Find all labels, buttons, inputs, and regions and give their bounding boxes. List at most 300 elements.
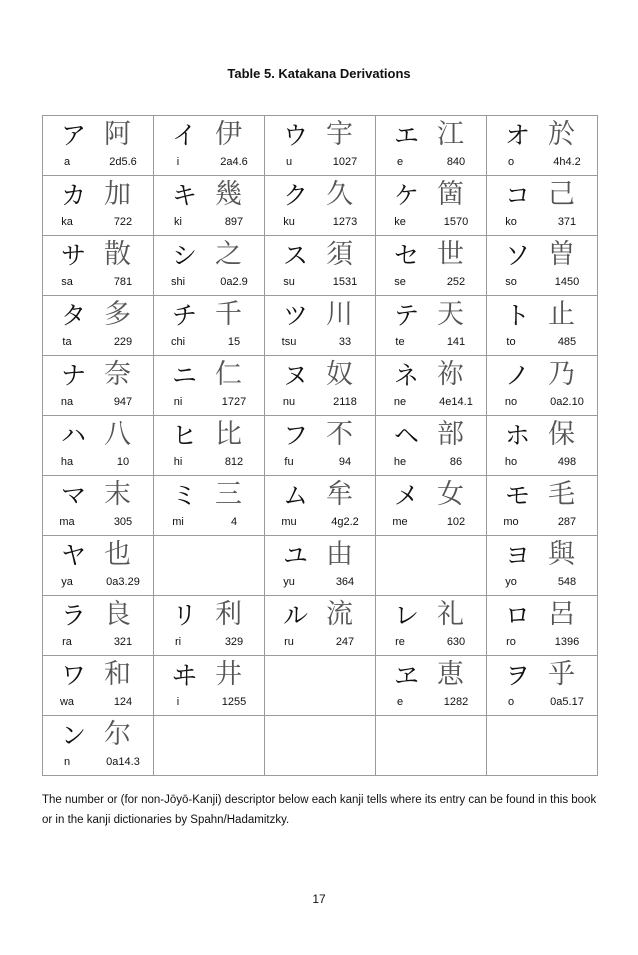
katakana-character: キ [172, 181, 198, 210]
table-cell [487, 656, 598, 716]
source-kanji: 須 [326, 239, 353, 270]
source-kanji: 流 [326, 599, 353, 630]
table-cell [376, 176, 487, 236]
romaji-label: shi [170, 276, 186, 288]
empty-cell [487, 716, 598, 776]
source-kanji: 加 [104, 179, 131, 210]
table-cell [487, 116, 598, 176]
table-cell [154, 416, 265, 476]
kanji-reference: 1727 [221, 396, 247, 408]
kana-entry [376, 176, 486, 235]
kanji-reference: 287 [557, 516, 577, 528]
romaji-label: ne [393, 396, 407, 408]
katakana-character: ノ [505, 361, 531, 390]
kana-entry [265, 596, 375, 655]
source-kanji: 不 [326, 419, 353, 450]
romaji-label: ra [62, 636, 72, 648]
kanji-reference: 781 [113, 276, 133, 288]
table-row [43, 656, 598, 716]
romaji-label: ri [174, 636, 182, 648]
kanji-reference: 0a2.10 [550, 396, 584, 408]
table-cell [43, 416, 154, 476]
table-cell [376, 116, 487, 176]
table-cell [265, 356, 376, 416]
table-cell [265, 236, 376, 296]
source-kanji: 幾 [215, 179, 242, 210]
katakana-character: サ [61, 241, 87, 270]
kanji-reference: 630 [446, 636, 466, 648]
romaji-label: sa [61, 276, 73, 288]
source-kanji: 世 [437, 239, 464, 270]
kana-entry [154, 296, 264, 355]
katakana-derivations-table [42, 115, 598, 776]
source-kanji: 牟 [326, 479, 353, 510]
romaji-label: se [394, 276, 406, 288]
kana-entry [154, 476, 264, 535]
kana-entry [265, 416, 375, 475]
kana-entry [43, 716, 153, 775]
empty-cell [154, 536, 265, 596]
table-cell [43, 596, 154, 656]
kana-entry [43, 176, 153, 235]
table-cell [43, 356, 154, 416]
source-kanji: 尔 [104, 719, 131, 750]
kana-entry [265, 536, 375, 595]
romaji-label: ku [283, 216, 295, 228]
table-cell [154, 656, 265, 716]
table-row [43, 236, 598, 296]
kanji-reference: 15 [227, 336, 241, 348]
kanji-reference: 1450 [554, 276, 580, 288]
romaji-label: mu [281, 516, 297, 528]
katakana-character: ヰ [172, 661, 198, 690]
kana-entry [487, 116, 597, 175]
romaji-label: te [395, 336, 405, 348]
source-kanji: 於 [548, 119, 575, 150]
table-cell [43, 536, 154, 596]
kana-entry [154, 596, 264, 655]
kanji-reference: 485 [557, 336, 577, 348]
katakana-character: オ [505, 121, 531, 150]
kana-entry [154, 176, 264, 235]
katakana-character: セ [394, 241, 420, 270]
kana-entry [265, 116, 375, 175]
table-cell [43, 476, 154, 536]
source-kanji: 宇 [326, 119, 353, 150]
kana-entry [43, 356, 153, 415]
table-cell [43, 716, 154, 776]
katakana-character: エ [394, 121, 420, 150]
romaji-label: hi [173, 456, 183, 468]
kanji-reference: 229 [113, 336, 133, 348]
katakana-character: ワ [61, 661, 87, 690]
katakana-character: タ [61, 301, 87, 330]
kana-entry [376, 356, 486, 415]
katakana-character: メ [394, 481, 420, 510]
source-kanji: 奈 [104, 359, 131, 390]
source-kanji: 利 [215, 599, 242, 630]
source-kanji: 部 [437, 419, 464, 450]
table-cell [487, 176, 598, 236]
kanji-reference: 1282 [443, 696, 469, 708]
table-cell [154, 176, 265, 236]
romaji-label: to [506, 336, 516, 348]
kanji-reference: 0a2.9 [220, 276, 248, 288]
table-cell [43, 116, 154, 176]
romaji-label: ma [59, 516, 75, 528]
table-title: Table 5. Katakana Derivations [227, 66, 411, 81]
source-kanji: 仁 [215, 359, 242, 390]
source-kanji: 女 [437, 479, 464, 510]
table-cell [43, 296, 154, 356]
kana-entry [154, 236, 264, 295]
romaji-label: o [507, 696, 515, 708]
kanji-reference: 947 [113, 396, 133, 408]
romaji-label: na [60, 396, 74, 408]
kana-entry [376, 656, 486, 715]
romaji-label: e [396, 156, 404, 168]
kana-entry [487, 536, 597, 595]
table-row [43, 536, 598, 596]
kana-entry [487, 476, 597, 535]
table-cell [376, 356, 487, 416]
kanji-reference: 102 [446, 516, 466, 528]
source-kanji: 天 [437, 299, 464, 330]
source-kanji: 久 [326, 179, 353, 210]
table-row [43, 116, 598, 176]
kana-entry [376, 236, 486, 295]
romaji-label: ho [504, 456, 518, 468]
kanji-reference: 124 [113, 696, 133, 708]
kanji-reference: 141 [446, 336, 466, 348]
kana-entry [265, 476, 375, 535]
source-kanji: 三 [215, 479, 242, 510]
romaji-label: ya [61, 576, 73, 588]
source-kanji: 乃 [548, 359, 575, 390]
katakana-character: シ [172, 241, 198, 270]
kanji-reference: 2d5.6 [109, 156, 137, 168]
katakana-character: ヨ [505, 541, 531, 570]
kanji-reference: 4e14.1 [439, 396, 473, 408]
romaji-label: ru [284, 636, 294, 648]
kana-entry [154, 416, 264, 475]
romaji-label: nu [282, 396, 296, 408]
table-row [43, 416, 598, 476]
kana-entry [376, 416, 486, 475]
romaji-label: he [393, 456, 407, 468]
source-kanji: 礼 [437, 599, 464, 630]
romaji-label: i [176, 156, 180, 168]
kana-entry [487, 236, 597, 295]
source-kanji: 箇 [437, 179, 464, 210]
source-kanji: 由 [326, 539, 353, 570]
table-cell [376, 236, 487, 296]
romaji-label: chi [170, 336, 186, 348]
kanji-reference: 2118 [333, 396, 357, 408]
katakana-character: ツ [283, 301, 309, 330]
katakana-character: ケ [394, 181, 420, 210]
romaji-label: ni [173, 396, 183, 408]
kanji-reference: 86 [449, 456, 463, 468]
romaji-label: yu [283, 576, 295, 588]
table-cell [487, 476, 598, 536]
kanji-reference: 548 [557, 576, 577, 588]
kana-entry [487, 416, 597, 475]
kana-entry [43, 536, 153, 595]
katakana-character: ヒ [172, 421, 198, 450]
kana-entry [43, 416, 153, 475]
kana-entry [376, 596, 486, 655]
kanji-reference: 0a5.17 [550, 696, 584, 708]
source-kanji: 毛 [548, 479, 575, 510]
footnote: The number or (for non-Jōyō-Kanji) descriptor below each kanji tells where its entry can be found in this book or in the kanji dictionaries by Spahn/Hadamitzky. [42, 794, 597, 826]
katakana-character: イ [172, 121, 198, 150]
table-cell [154, 236, 265, 296]
katakana-character: ラ [61, 601, 87, 630]
table-cell [265, 596, 376, 656]
katakana-character: マ [61, 481, 87, 510]
katakana-character: ト [505, 301, 531, 330]
kanji-reference: 247 [335, 636, 355, 648]
katakana-character: リ [172, 601, 198, 630]
source-kanji: 乎 [548, 659, 575, 690]
romaji-label: fu [284, 456, 294, 468]
romaji-label: su [283, 276, 295, 288]
kanji-reference: 4h4.2 [553, 156, 581, 168]
table-cell [487, 536, 598, 596]
kana-entry [43, 476, 153, 535]
kana-entry [265, 236, 375, 295]
kanji-reference: 498 [557, 456, 577, 468]
romaji-label: i [176, 696, 180, 708]
kana-entry [154, 356, 264, 415]
table-row [43, 596, 598, 656]
romaji-label: o [507, 156, 515, 168]
table-cell [376, 416, 487, 476]
kanji-reference: 10 [116, 456, 130, 468]
source-kanji: 也 [104, 539, 131, 570]
kanji-reference: 33 [338, 336, 352, 348]
kanji-reference: 1027 [332, 156, 358, 168]
kanji-reference: 364 [335, 576, 355, 588]
katakana-character: カ [61, 181, 87, 210]
source-kanji: 江 [437, 119, 464, 150]
kana-entry [43, 236, 153, 295]
katakana-character: ハ [61, 421, 87, 450]
page-number: 17 [312, 892, 326, 906]
empty-cell [376, 716, 487, 776]
source-kanji: 末 [104, 479, 131, 510]
source-kanji: 呂 [548, 599, 575, 630]
table-cell [376, 476, 487, 536]
kanji-reference: 321 [113, 636, 133, 648]
kana-entry [487, 596, 597, 655]
source-kanji: 保 [548, 419, 575, 450]
romaji-label: no [504, 396, 518, 408]
table-row [43, 356, 598, 416]
romaji-label: wa [59, 696, 75, 708]
table-cell [487, 236, 598, 296]
romaji-label: a [63, 156, 71, 168]
katakana-character: ル [283, 601, 309, 630]
table-cell [154, 476, 265, 536]
romaji-label: ro [506, 636, 516, 648]
katakana-character: モ [505, 481, 531, 510]
romaji-label: so [505, 276, 517, 288]
kana-entry [487, 296, 597, 355]
kanji-reference: 371 [557, 216, 577, 228]
katakana-character: ク [283, 181, 309, 210]
kanji-reference: 4 [230, 516, 238, 528]
romaji-label: ke [394, 216, 406, 228]
table-cell [487, 356, 598, 416]
romaji-label: mo [503, 516, 519, 528]
katakana-character: チ [172, 301, 198, 330]
table-cell [487, 296, 598, 356]
source-kanji: 千 [215, 299, 242, 330]
katakana-character: ヘ [394, 421, 420, 450]
kanji-reference: 840 [446, 156, 466, 168]
kanji-reference: 2a4.6 [220, 156, 248, 168]
katakana-character: ロ [505, 601, 531, 630]
kana-entry [376, 296, 486, 355]
table-row [43, 476, 598, 536]
source-kanji: 與 [548, 539, 575, 570]
romaji-label: ko [505, 216, 517, 228]
source-kanji: 川 [326, 299, 353, 330]
katakana-character: テ [394, 301, 420, 330]
kanji-reference: 0a3.29 [106, 576, 140, 588]
kanji-reference: 329 [224, 636, 244, 648]
katakana-character: ン [61, 721, 87, 750]
table-cell [265, 116, 376, 176]
source-kanji: 曽 [548, 239, 575, 270]
kanji-reference: 0a14.3 [106, 756, 140, 768]
source-kanji: 祢 [437, 359, 464, 390]
kanji-reference: 4g2.2 [331, 516, 359, 528]
katakana-character: ニ [172, 361, 198, 390]
kana-entry [487, 656, 597, 715]
katakana-character: ユ [283, 541, 309, 570]
katakana-character: ス [283, 241, 309, 270]
kana-entry [487, 356, 597, 415]
kana-entry [154, 656, 264, 715]
source-kanji: 之 [215, 239, 242, 270]
table-cell [487, 596, 598, 656]
empty-cell [154, 716, 265, 776]
source-kanji: 比 [215, 419, 242, 450]
romaji-label: ka [61, 216, 73, 228]
kanji-reference: 1396 [554, 636, 580, 648]
katakana-character: フ [283, 421, 309, 450]
table-row [43, 176, 598, 236]
source-kanji: 伊 [215, 119, 242, 150]
romaji-label: ki [174, 216, 182, 228]
kana-entry [43, 116, 153, 175]
table-cell [265, 416, 376, 476]
kana-entry [487, 176, 597, 235]
kana-entry [43, 596, 153, 655]
katakana-character: ア [61, 121, 87, 150]
katakana-character: ム [283, 481, 309, 510]
katakana-character: ウ [283, 121, 309, 150]
table-cell [43, 176, 154, 236]
source-kanji: 奴 [326, 359, 353, 390]
table-cell [154, 296, 265, 356]
table-cell [376, 296, 487, 356]
source-kanji: 己 [548, 179, 575, 210]
kana-entry [43, 656, 153, 715]
kanji-reference: 812 [224, 456, 244, 468]
kanji-reference: 252 [446, 276, 466, 288]
empty-cell [376, 536, 487, 596]
katakana-character: ヤ [61, 541, 87, 570]
katakana-character: ネ [394, 361, 420, 390]
kana-entry [376, 476, 486, 535]
katakana-character: コ [505, 181, 531, 210]
kana-entry [154, 116, 264, 175]
katakana-character: ナ [61, 361, 87, 390]
katakana-character: ヲ [505, 661, 531, 690]
table-cell [376, 656, 487, 716]
source-kanji: 和 [104, 659, 131, 690]
romaji-label: tsu [281, 336, 297, 348]
source-kanji: 恵 [437, 659, 464, 690]
source-kanji: 阿 [104, 119, 131, 150]
kana-entry [265, 356, 375, 415]
table-cell [265, 536, 376, 596]
kanji-reference: 722 [113, 216, 133, 228]
table-cell [487, 416, 598, 476]
table-cell [376, 596, 487, 656]
kanji-reference: 1531 [332, 276, 358, 288]
table-cell [265, 176, 376, 236]
romaji-label: ta [62, 336, 72, 348]
romaji-label: u [285, 156, 293, 168]
romaji-label: mi [172, 516, 184, 528]
table-cell [43, 236, 154, 296]
table-cell [154, 596, 265, 656]
romaji-label: re [395, 636, 405, 648]
table-row [43, 296, 598, 356]
katakana-character: ヱ [394, 661, 420, 690]
katakana-character: レ [394, 601, 420, 630]
empty-cell [265, 716, 376, 776]
source-kanji: 八 [104, 419, 131, 450]
kanji-reference: 1570 [443, 216, 469, 228]
kanji-reference: 897 [224, 216, 244, 228]
source-kanji: 散 [104, 239, 131, 270]
table-cell [265, 296, 376, 356]
romaji-label: ha [60, 456, 74, 468]
romaji-label: n [63, 756, 71, 768]
kana-entry [376, 116, 486, 175]
kana-entry [265, 176, 375, 235]
table-cell [154, 356, 265, 416]
source-kanji: 井 [215, 659, 242, 690]
katakana-character: ヌ [283, 361, 309, 390]
kanji-reference: 94 [338, 456, 352, 468]
table-cell [154, 116, 265, 176]
katakana-character: ミ [172, 481, 198, 510]
kanji-reference: 1273 [332, 216, 358, 228]
source-kanji: 多 [104, 299, 131, 330]
katakana-character: ソ [505, 241, 531, 270]
romaji-label: yo [505, 576, 517, 588]
romaji-label: e [396, 696, 404, 708]
kanji-reference: 305 [113, 516, 133, 528]
table-cell [43, 656, 154, 716]
